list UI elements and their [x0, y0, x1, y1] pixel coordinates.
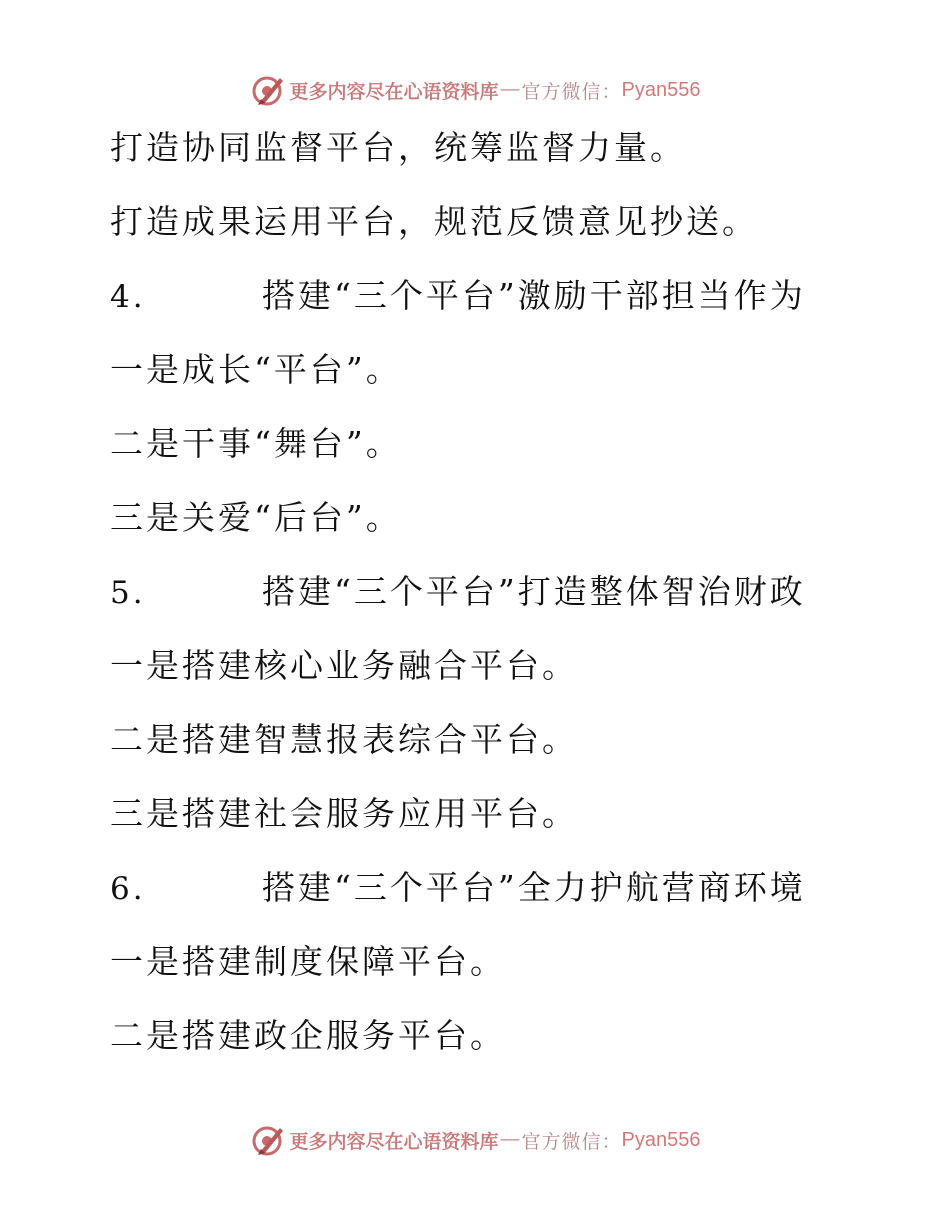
section-title: 搭建“三个平台”激励干部担当作为 — [262, 276, 806, 315]
section-heading — [110, 566, 850, 640]
text-line — [110, 714, 850, 788]
text-line — [110, 344, 850, 418]
line-text: 打造成果运用平台，规范反馈意见抄送。 — [110, 202, 758, 241]
watermark-id: Pyan556 — [621, 1128, 701, 1151]
line-text: 打造协同监督平台，统筹监督力量。 — [110, 128, 686, 167]
section-number: 4. — [110, 279, 146, 315]
text-line — [110, 640, 850, 714]
text-line — [110, 492, 850, 566]
line-text: 二是搭建智慧报表综合平台。 — [110, 720, 578, 759]
section-heading — [110, 862, 850, 936]
line-text: 二是搭建政企服务平台。 — [110, 1016, 506, 1055]
text-line — [110, 936, 850, 1010]
section-title: 搭建“三个平台”全力护航营商环境 — [262, 868, 806, 907]
watermark-brand: 官方微信： — [521, 80, 622, 103]
watermark-separator: — — [500, 79, 520, 100]
line-text: 三是搭建社会服务应用平台。 — [110, 794, 578, 833]
watermark-separator: — — [500, 1129, 520, 1150]
line-text: 一是搭建核心业务融合平台。 — [110, 646, 578, 685]
watermark-text: 更多内容尽在心语资料库 — [289, 1130, 499, 1153]
pen-logo-icon — [250, 1122, 286, 1158]
watermark-brand: 官方微信： — [521, 1130, 622, 1153]
text-line — [110, 122, 850, 196]
section-heading — [110, 270, 850, 344]
line-text: 二是干事“舞台”。 — [110, 424, 402, 463]
text-line — [110, 788, 850, 862]
watermark-header — [0, 70, 950, 110]
document-body — [110, 122, 850, 1084]
section-title: 搭建“三个平台”打造整体智治财政 — [262, 572, 806, 611]
line-text: 一是搭建制度保障平台。 — [110, 942, 506, 981]
text-line — [110, 196, 850, 270]
watermark-id: Pyan556 — [621, 78, 701, 101]
pen-logo-icon — [250, 72, 286, 108]
text-line — [110, 418, 850, 492]
watermark-text: 更多内容尽在心语资料库 — [289, 80, 499, 103]
line-text: 三是关爱“后台”。 — [110, 498, 402, 537]
section-number: 5. — [110, 575, 146, 611]
text-line — [110, 1010, 850, 1084]
line-text: 一是成长“平台”。 — [110, 350, 402, 389]
section-number: 6. — [110, 871, 146, 907]
watermark-footer — [0, 1120, 950, 1160]
